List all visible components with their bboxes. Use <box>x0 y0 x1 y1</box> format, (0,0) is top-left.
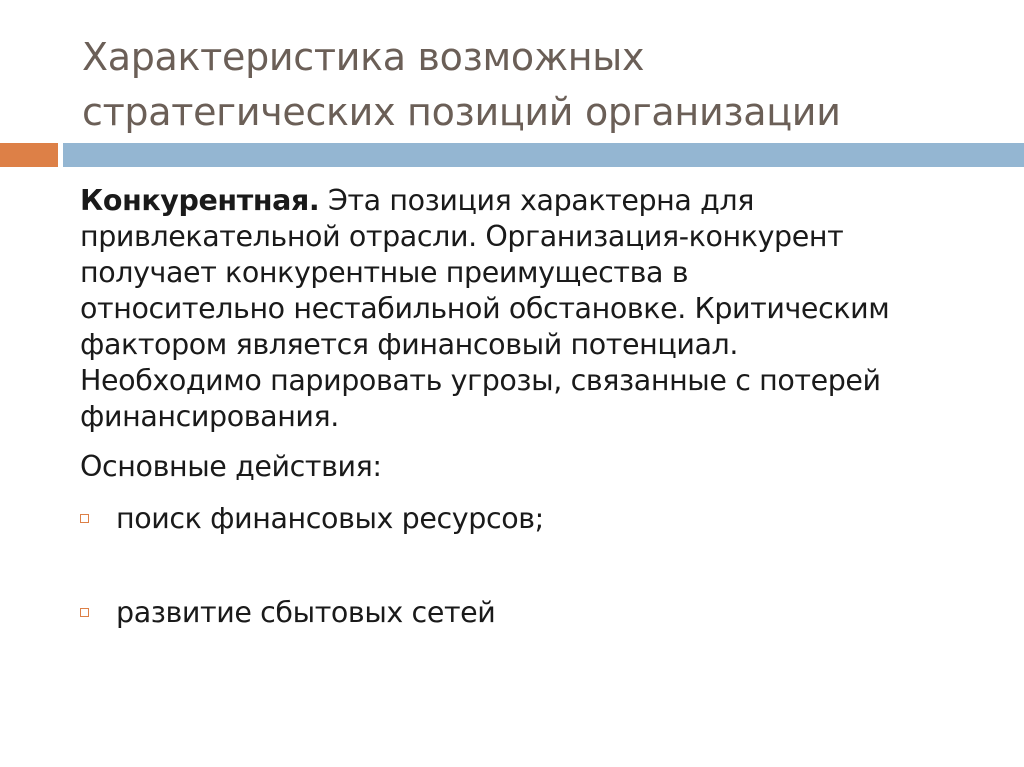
title-line-1: Характеристика возможных <box>82 35 645 79</box>
list-item-text: развитие сбытовых сетей <box>116 596 496 629</box>
paragraph-line: фактором является финансовый потенциал. <box>80 328 738 361</box>
paragraph-line: финансирования. <box>80 400 339 433</box>
description-paragraph <box>80 183 1000 435</box>
slide-title <box>82 30 982 140</box>
hollow-square-bullet-icon <box>80 608 89 617</box>
title-line-2: стратегических позиций организации <box>82 90 841 134</box>
paragraph-line: привлекательной отрасли. Организация-конкурент <box>80 220 844 253</box>
paragraph-line: получает конкурентные преимущества в <box>80 256 689 289</box>
list-item <box>80 595 1000 631</box>
actions-label: Основные действия: <box>80 450 382 483</box>
title-rule-bar <box>63 143 1024 167</box>
list-item-text: поиск финансовых ресурсов; <box>116 502 544 535</box>
slide-body <box>80 183 1000 631</box>
accent-bar <box>0 143 58 167</box>
paragraph-text: Эта позиция характерна для <box>319 184 754 217</box>
lead-term: Конкурентная. <box>80 184 320 217</box>
list-item <box>80 501 1000 537</box>
paragraph-line: относительно нестабильной обстановке. Критическим <box>80 292 890 325</box>
paragraph-line: Необходимо парировать угрозы, связанные с потерей <box>80 364 881 397</box>
paragraph-line <box>80 183 1000 219</box>
hollow-square-bullet-icon <box>80 514 89 523</box>
